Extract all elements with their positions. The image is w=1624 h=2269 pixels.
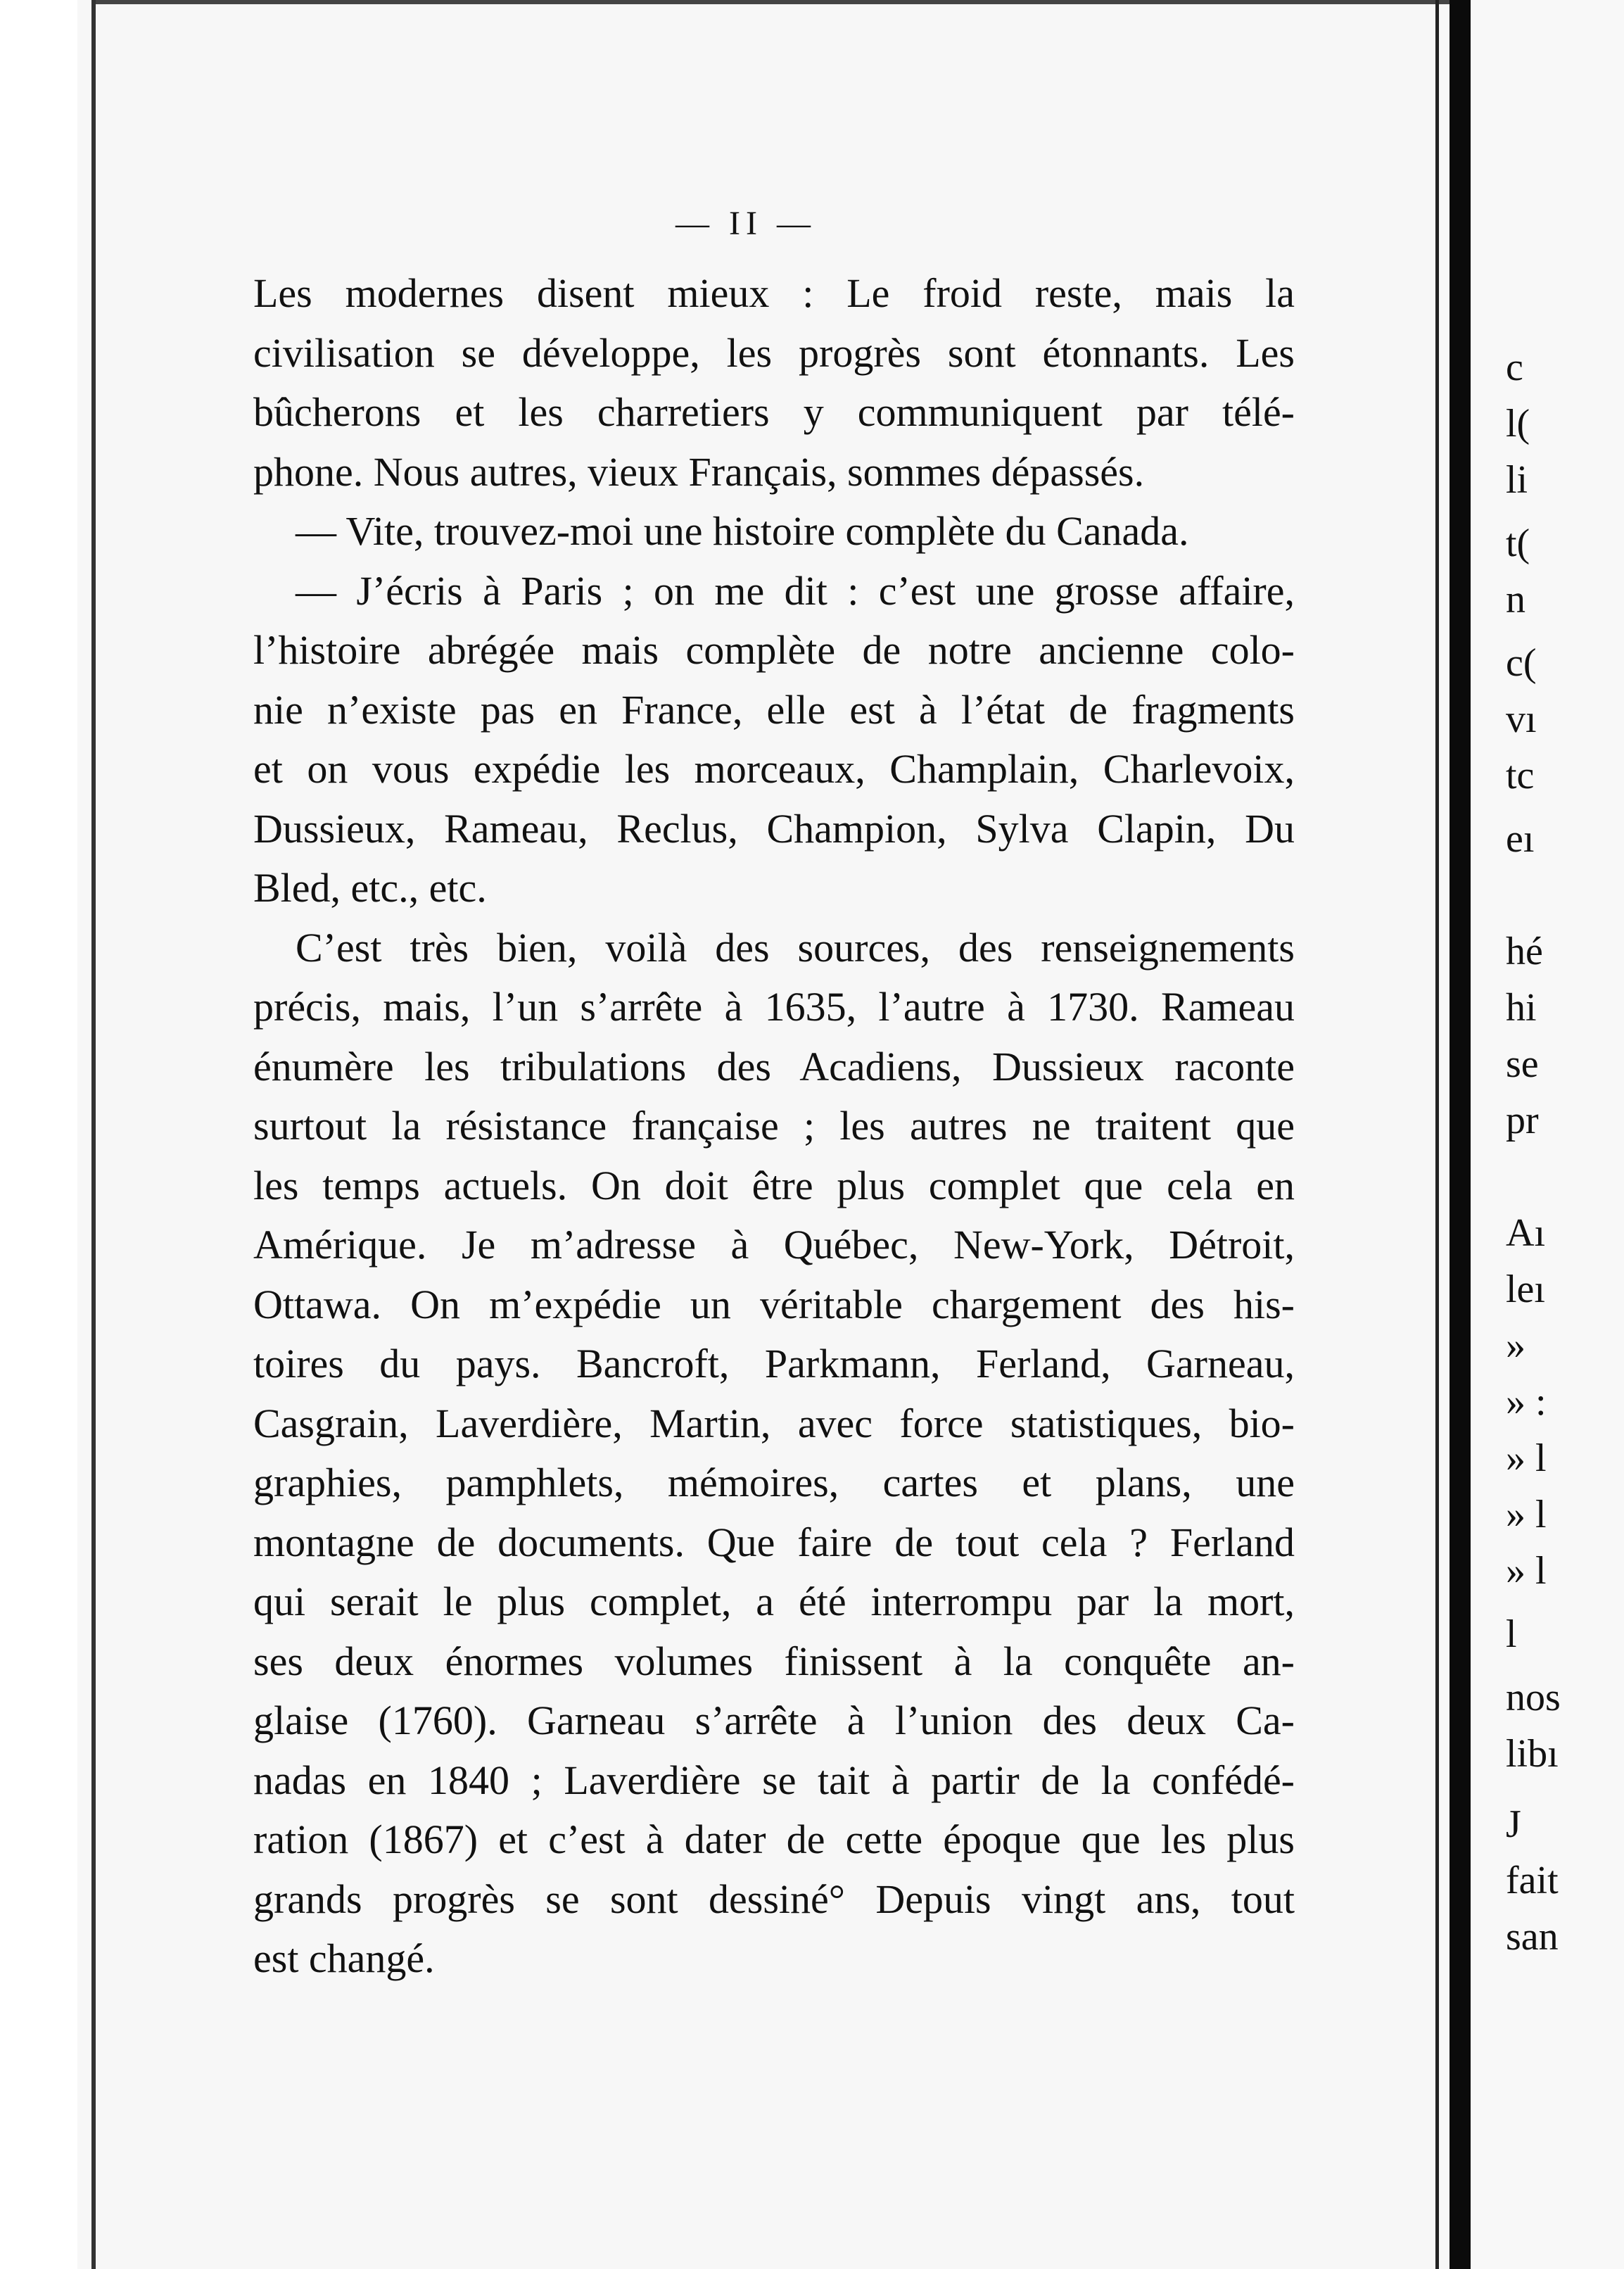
- facing-page-fragment: » l: [1506, 1493, 1547, 1536]
- facing-page-fragment: libı: [1506, 1732, 1559, 1776]
- facing-page-fragment: hé: [1506, 930, 1543, 973]
- facing-page-fragment: hi: [1506, 986, 1537, 1030]
- facing-page-fragment: eı: [1506, 817, 1535, 861]
- text-line: Dussieux, Rameau, Reclus, Champion, Sylva Clapin, Du: [253, 805, 1295, 852]
- text-line: Bled, etc., etc.: [253, 865, 487, 911]
- facing-page-fragment: san: [1506, 1915, 1559, 1959]
- facing-page-fragment: c(: [1506, 641, 1537, 685]
- page-number-header: — II —: [675, 205, 816, 242]
- text-line: Amérique. Je m’adresse à Québec, New-York, Détroit,: [253, 1222, 1295, 1268]
- text-line: est changé.: [253, 1935, 435, 1981]
- text-line: toires du pays. Bancroft, Parkmann, Ferland, Garneau,: [253, 1341, 1295, 1386]
- text-line: glaise (1760). Garneau s’arrête à l’union des deux Ca-: [253, 1698, 1295, 1743]
- book-gutter: [1449, 0, 1471, 2269]
- facing-page-fragment: pr: [1506, 1099, 1539, 1142]
- facing-page-fragment: nos: [1506, 1676, 1561, 1719]
- text-line: nadas en 1840 ; Laverdière se tait à partir de la confédé-: [253, 1757, 1295, 1803]
- facing-page-fragment: li: [1506, 458, 1528, 502]
- facing-page-fragment: leı: [1506, 1268, 1545, 1311]
- text-line: nie n’existe pas en France, elle est à l’état de fragments: [253, 686, 1295, 733]
- text-line: civilisation se développe, les progrès sont étonnants. Les: [253, 329, 1295, 376]
- text-line: surtout la résistance française ; les autres ne traitent que: [253, 1103, 1295, 1149]
- text-line: bûcherons et les charretiers y communiquent par télé-: [253, 389, 1295, 435]
- gutter-line: [1435, 0, 1439, 2269]
- facing-page-fragment: n: [1506, 578, 1525, 621]
- facing-page-fragment: » :: [1506, 1380, 1547, 1424]
- facing-page-fragment: vı: [1506, 697, 1537, 741]
- text-line: C’est très bien, voilà des sources, des renseignements: [296, 924, 1295, 971]
- facing-page-fragment: l(: [1506, 402, 1530, 445]
- facing-page-fragment: t(: [1506, 522, 1530, 565]
- text-line: énumère les tribulations des Acadiens, Dussieux raconte: [253, 1043, 1295, 1089]
- facing-page-fragment: se: [1506, 1042, 1539, 1086]
- text-line: ration (1867) et c’est à dater de cette époque que les plus: [253, 1816, 1295, 1862]
- facing-page-fragment: Aı: [1506, 1211, 1545, 1255]
- text-line: — Vite, trouvez-moi une histoire complète du Canada.: [296, 508, 1189, 554]
- page-top-edge: [91, 0, 1449, 4]
- facing-page-fragment: » l: [1506, 1436, 1547, 1480]
- facing-page-fragment: l: [1506, 1612, 1517, 1656]
- facing-page-fragment: c: [1506, 346, 1523, 389]
- text-line: précis, mais, l’un s’arrête à 1635, l’autre à 1730. Rameau: [253, 984, 1295, 1030]
- text-line: les temps actuels. On doit être plus complet que cela en: [253, 1162, 1295, 1208]
- facing-page-fragment: »: [1506, 1324, 1525, 1367]
- facing-page-fragment: J: [1506, 1802, 1521, 1846]
- facing-page-fragment: » l: [1506, 1549, 1547, 1593]
- page-left-edge: [91, 0, 96, 2269]
- text-line: qui serait le plus complet, a été interrompu par la mort,: [253, 1579, 1295, 1624]
- text-line: grands progrès se sont dessiné° Depuis vingt ans, tout: [253, 1876, 1295, 1922]
- text-line: — J’écris à Paris ; on me dit : c’est une grosse affaire,: [296, 567, 1295, 614]
- text-line: Ottawa. On m’expédie un véritable chargement des his-: [253, 1281, 1295, 1327]
- text-line: graphies, pamphlets, mémoires, cartes et plans, une: [253, 1460, 1295, 1505]
- facing-page-fragment: tc: [1506, 754, 1535, 797]
- text-line: ses deux énormes volumes finissent à la conquête an-: [253, 1638, 1295, 1684]
- text-line: l’histoire abrégée mais complète de notre ancienne colo-: [253, 627, 1295, 673]
- text-line: montagne de documents. Que faire de tout cela ? Ferland: [253, 1519, 1295, 1565]
- body-text: [253, 264, 1295, 1989]
- text-line: et on vous expédie les morceaux, Champlain, Charlevoix,: [253, 746, 1295, 792]
- text-line: Casgrain, Laverdière, Martin, avec force statistiques, bio-: [253, 1400, 1295, 1446]
- text-line: Les modernes disent mieux : Le froid reste, mais la: [253, 270, 1295, 316]
- facing-page-fragment: fait: [1506, 1859, 1559, 1902]
- text-line: phone. Nous autres, vieux Français, sommes dépassés.: [253, 448, 1145, 495]
